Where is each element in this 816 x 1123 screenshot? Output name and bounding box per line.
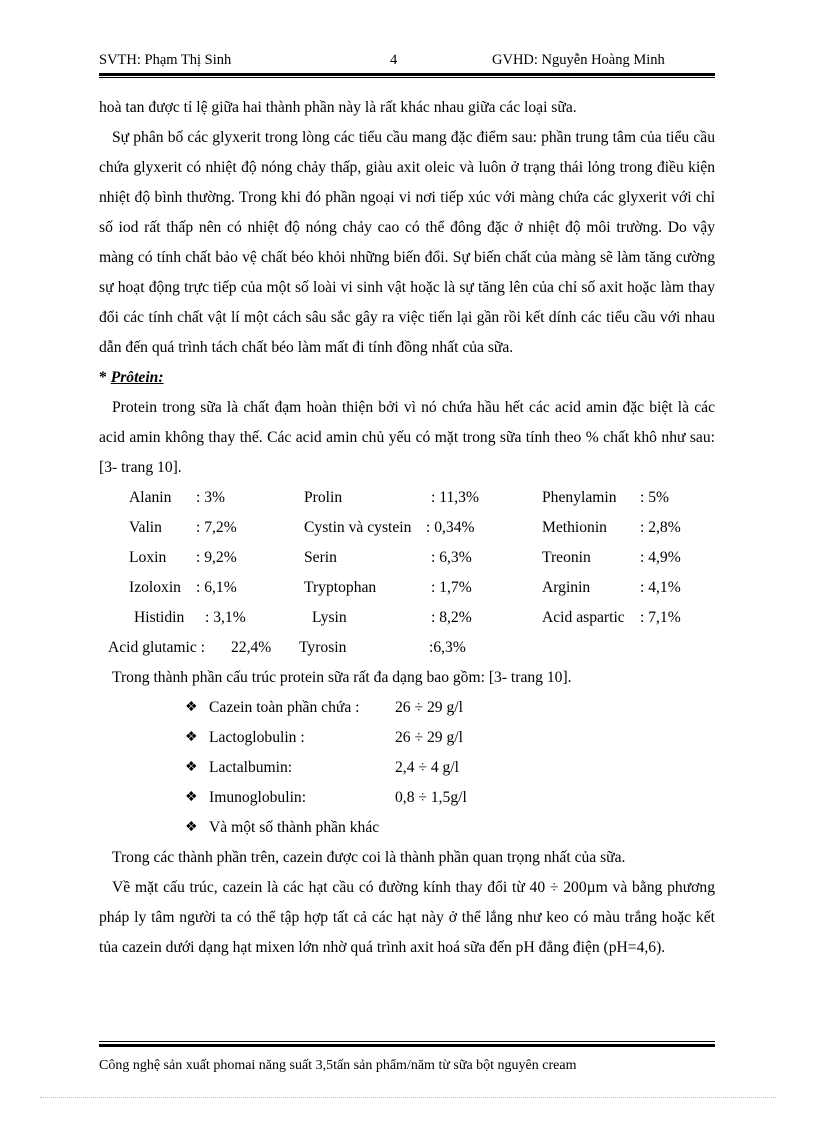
diamond-bullet-icon: ❖ xyxy=(185,820,198,835)
amino-value: : 4,1% xyxy=(640,579,681,596)
amino-name: Histidin xyxy=(134,609,185,626)
component-label: Cazein toàn phần chứa : xyxy=(209,699,360,716)
amino-name: Lysin xyxy=(312,609,347,626)
amino-row xyxy=(99,513,715,543)
component-label: Và một số thành phần khác xyxy=(209,819,380,836)
amino-row xyxy=(99,573,715,603)
amino-value: : 4,9% xyxy=(640,549,681,566)
paragraph-3: Protein trong sữa là chất đạm hoàn thiện bởi vì nó chứa hầu hết các acid amin đặc biệt là các acid amin không thay thế. Các acid amin chủ yếu có mặt trong sữa tính theo % chất khô như sau: [3- trang 10]. xyxy=(99,399,715,476)
page-header xyxy=(99,48,715,72)
amino-acid-table xyxy=(99,483,715,663)
amino-value: : 9,2% xyxy=(196,549,237,566)
page-body xyxy=(99,93,715,963)
diamond-bullet-icon: ❖ xyxy=(185,760,198,775)
amino-name: Arginin xyxy=(542,579,591,596)
amino-row xyxy=(99,633,715,663)
amino-name: Tryptophan xyxy=(304,579,377,596)
header-rule-thin xyxy=(99,77,715,78)
component-value: 26 ÷ 29 g/l xyxy=(395,729,463,746)
list-item xyxy=(99,693,715,723)
amino-name: Cystin và cystein xyxy=(304,519,412,536)
amino-value: : 11,3% xyxy=(431,489,479,506)
amino-value: : 6,1% xyxy=(196,579,237,596)
amino-name: Izoloxin xyxy=(129,579,181,596)
diamond-bullet-icon: ❖ xyxy=(185,730,198,745)
advisor-name: GVHD: Nguyễn Hoàng Minh xyxy=(492,52,665,68)
amino-value: : 7,2% xyxy=(196,519,237,536)
diamond-bullet-icon: ❖ xyxy=(185,790,198,805)
paragraph-5: Trong các thành phần trên, cazein được coi là thành phần quan trọng nhất của sữa. xyxy=(112,849,626,866)
component-value: 2,4 ÷ 4 g/l xyxy=(395,759,460,776)
amino-name: Alanin xyxy=(129,489,172,506)
amino-name: Phenylamin xyxy=(542,489,617,506)
diamond-bullet-icon: ❖ xyxy=(185,700,198,715)
amino-name: Serin xyxy=(304,549,337,566)
list-item xyxy=(99,723,715,753)
amino-row xyxy=(99,543,715,573)
student-name: SVTH: Phạm Thị Sinh xyxy=(99,52,232,68)
amino-name: Valin xyxy=(129,519,162,536)
list-item xyxy=(99,783,715,813)
header-rule-thick xyxy=(99,73,715,76)
amino-value: : 8,2% xyxy=(431,609,472,626)
component-list xyxy=(99,693,715,843)
footer-rule-thick xyxy=(99,1044,715,1047)
page-edge-dotted-line xyxy=(40,1097,776,1098)
heading-word: Prôtein: xyxy=(110,369,164,386)
amino-name: Treonin xyxy=(542,549,591,566)
amino-value: : 2,8% xyxy=(640,519,681,536)
amino-value: : 7,1% xyxy=(640,609,681,626)
section-heading-protein xyxy=(99,363,715,393)
paragraph-2: Sự phân bố các glyxerit trong lòng các tiểu cầu mang đặc điểm sau: phần trung tâm của tiểu cầu chứa glyxerit có nhiệt độ nóng chảy thấp, giàu axit oleic và luôn ở trạng thái lỏng trong điều kiện nhiệt độ bình thường. Trong khi đó phần ngoại vi nơi tiếp xúc với màng chứa các glyxerit với chỉ số iod rất thấp nên có nhiệt độ nóng chảy cao có thể đông đặc ở nhiệt độ môi trường. Do vậy màng có tính chất bảo vệ chất béo khỏi những biến đổi. Sự biến chất của màng sẽ làm tăng cường sự hoạt động trực tiếp của một số loài vi sinh vật hoặc là sự tăng lên của chỉ số axit hoặc làm thay đổi các tính chất vật lí một cách sâu sắc gây ra việc tiến lại gần rồi kết dính các tiểu cầu với nhau dẫn đến quá trình tách chất béo làm mất đi tính đồng nhất của sữa. xyxy=(99,129,715,356)
list-item xyxy=(99,753,715,783)
amino-name: Tyrosin xyxy=(299,639,347,656)
amino-value: :6,3% xyxy=(429,639,466,656)
paragraph-6: Về mặt cấu trúc, cazein là các hạt cầu có đường kính thay đổi từ 40 ÷ 200µm và bằng phương pháp ly tâm người ta có thể tập hợp tất cả các hạt này ở thể lắng như keo có màu trắng hoặc kết tủa cazein dưới dạng hạt mixen lớn nhờ quá trình axit hoá sữa đến pH đẳng điện (pH=4,6). xyxy=(99,879,715,956)
amino-value: : 3% xyxy=(196,489,226,506)
component-label: Lactalbumin: xyxy=(209,759,293,776)
component-label: Lactoglobulin : xyxy=(209,729,305,746)
amino-name: Acid aspartic xyxy=(542,609,625,626)
component-label: Imunoglobulin: xyxy=(209,789,307,806)
component-value: 26 ÷ 29 g/l xyxy=(395,699,463,716)
amino-name: Acid glutamic : xyxy=(108,639,206,656)
component-value: 0,8 ÷ 1,5g/l xyxy=(395,789,467,806)
footer-caption: Công nghệ sản xuất phomai năng suất 3,5tấn sản phẩm/năm từ sữa bột nguyên cream xyxy=(99,1058,577,1073)
amino-value: : 0,34% xyxy=(426,519,475,536)
amino-value: : 3,1% xyxy=(205,609,246,626)
heading-star: * xyxy=(99,369,111,386)
amino-name: Prolin xyxy=(304,489,343,506)
list-item xyxy=(99,813,715,843)
amino-value: : 6,3% xyxy=(431,549,472,566)
amino-value: 22,4% xyxy=(231,639,272,656)
page-number: 4 xyxy=(390,52,398,68)
amino-row xyxy=(99,603,715,633)
amino-name: Loxin xyxy=(129,549,167,566)
footer-rule-thin xyxy=(99,1041,715,1042)
amino-value: : 5% xyxy=(640,489,670,506)
amino-row xyxy=(99,483,715,513)
amino-name: Methionin xyxy=(542,519,607,536)
paragraph-1: hoà tan được tỉ lệ giữa hai thành phần này là rất khác nhau giữa các loại sữa. xyxy=(99,99,577,116)
paragraph-4: Trong thành phần cấu trúc protein sữa rất đa dạng bao gồm: [3- trang 10]. xyxy=(112,669,572,686)
amino-value: : 1,7% xyxy=(431,579,472,596)
